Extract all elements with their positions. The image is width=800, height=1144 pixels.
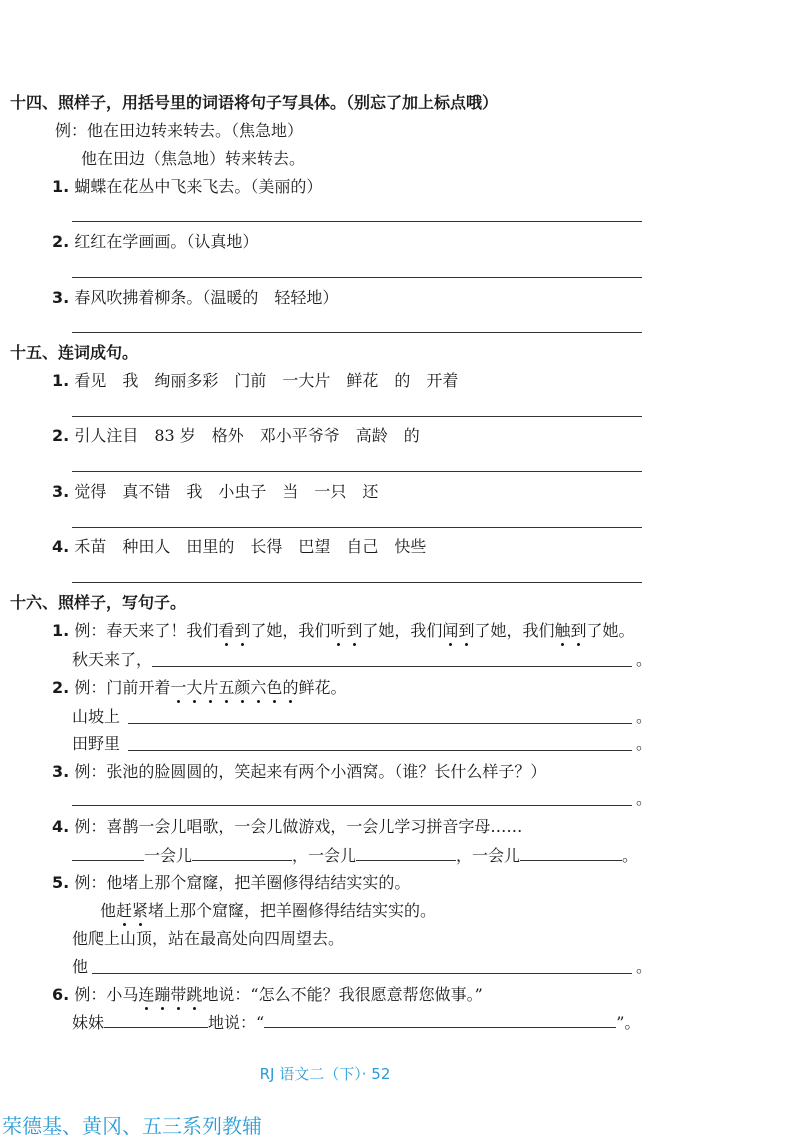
item-text: 看见 我 绚丽多彩 门前 一大片 鲜花 的 开着 <box>74 371 459 390</box>
emphasized-text: 连蹦带跳 <box>138 985 203 1004</box>
section-16-title: 十六、照样子，写句子。 <box>10 593 187 612</box>
period: 。 <box>636 734 653 753</box>
example-text: 他 <box>100 901 117 920</box>
page-footer: RJ 语文二（下）· 52 <box>259 1065 391 1083</box>
blank-field[interactable] <box>104 1011 208 1028</box>
example-text: 例：小马 <box>74 985 139 1004</box>
item-text: 觉得 真不错 我 小虫子 当 一只 还 <box>74 482 379 501</box>
s16-q1-example <box>52 620 635 642</box>
s15-item-4 <box>52 536 426 558</box>
blank-field[interactable] <box>356 844 456 861</box>
answer-line[interactable] <box>72 805 632 806</box>
item-number: 1. <box>52 371 70 390</box>
s16-q2-prompt-2: 田野里 <box>72 734 121 753</box>
item-number: 1. <box>52 621 70 640</box>
item-number: 3. <box>52 482 70 501</box>
item-number: 2. <box>52 232 70 251</box>
period: 。 <box>636 707 653 726</box>
connector-text: ，一会儿 <box>292 846 357 865</box>
connector-text: 一会儿 <box>144 846 193 865</box>
section-14-title: 十四、照样子，用括号里的词语将句子写具体。（别忘了加上标点哦） <box>10 93 499 112</box>
emphasized-text: 赶紧 <box>116 901 149 920</box>
section-14-example-2: 他在田边（焦急地）转来转去。 <box>81 149 306 168</box>
answer-line[interactable] <box>72 527 642 528</box>
answer-line[interactable] <box>72 471 642 472</box>
example-text: 例：张池的脸圆圆的，笑起来有两个小酒窝。（谁？长什么样子？） <box>74 762 547 781</box>
s14-item-2 <box>52 231 258 253</box>
s16-q2-example <box>52 677 346 699</box>
period: 。 <box>636 650 653 669</box>
example-text: 了她，我们 <box>474 621 555 640</box>
example-text: 例：他堵上那个窟窿，把羊圈修得结结实实的。 <box>74 873 411 892</box>
section-15-title: 十五、连词成句。 <box>10 343 139 362</box>
s16-q2-prompt-1: 山坡上 <box>72 707 121 726</box>
item-number: 3. <box>52 288 70 307</box>
item-text: 引人注目 83 岁 格外 邓小平爷爷 高龄 的 <box>74 426 420 445</box>
answer-line[interactable] <box>72 416 642 417</box>
connector-text: ，一会儿 <box>456 846 521 865</box>
answer-line[interactable] <box>72 582 642 583</box>
example-text: 了她，我们 <box>250 621 331 640</box>
prompt-text: 妹妹 <box>72 1013 105 1032</box>
s15-item-2 <box>52 425 420 447</box>
answer-line[interactable] <box>72 221 642 222</box>
item-text: 禾苗 种田人 田里的 长得 巴望 自己 快些 <box>74 537 427 556</box>
example-text: 地说：“怎么不能？我很愿意帮您做事。” <box>202 985 483 1004</box>
item-number: 5. <box>52 873 70 892</box>
emphasis-word <box>330 621 362 640</box>
answer-line[interactable] <box>72 277 642 278</box>
s16-q6-answer-row <box>72 1011 640 1034</box>
blank-field[interactable] <box>520 844 622 861</box>
emphasized-text: 闻到 <box>442 621 475 640</box>
blank-field[interactable] <box>192 844 292 861</box>
emphasized-text: 一大片五颜六色的 <box>170 678 299 697</box>
blank-field[interactable] <box>264 1011 616 1028</box>
item-text: 红红在学画画。（认真地） <box>74 232 259 251</box>
example-text: 例：春天来了！我们 <box>74 621 219 640</box>
emphasized-text: 触到 <box>554 621 587 640</box>
closing-punctuation: ”。 <box>616 1013 641 1032</box>
item-number: 2. <box>52 678 70 697</box>
item-number: 4. <box>52 537 70 556</box>
period: 。 <box>636 789 653 808</box>
s14-item-1 <box>52 176 322 198</box>
answer-line[interactable] <box>128 750 632 751</box>
answer-line[interactable] <box>152 666 632 667</box>
item-text: 蝴蝶在花丛中飞来飞去。（美丽的） <box>74 177 323 196</box>
answer-line[interactable] <box>128 723 632 724</box>
emphasized-text: 看到 <box>218 621 251 640</box>
blank-field[interactable] <box>72 844 144 861</box>
s15-item-1 <box>52 370 458 392</box>
s14-item-3 <box>52 287 338 309</box>
example-text: 例：喜鹊一会儿唱歌，一会儿做游戏，一会儿学习拼音字母…… <box>74 817 523 836</box>
item-number: 2. <box>52 426 70 445</box>
s16-q5-prompt: 他 <box>72 957 89 976</box>
example-text: 例：门前开着 <box>74 678 171 697</box>
example-text: 堵上那个窟窿，把羊圈修得结结实实的。 <box>148 901 437 920</box>
example-text: 鲜花。 <box>298 678 347 697</box>
s16-q4-example <box>52 816 522 838</box>
s15-item-3 <box>52 481 378 503</box>
s16-q1-prompt: 秋天来了， <box>72 650 153 669</box>
s16-q5-example-2 <box>100 900 436 922</box>
example-text: 了她。 <box>586 621 635 640</box>
emphasized-text: 听到 <box>330 621 363 640</box>
section-14-example-1: 例：他在田边转来转去。（焦急地） <box>55 121 304 140</box>
example-text: 了她，我们 <box>362 621 443 640</box>
s16-q4-answer-row <box>72 844 638 867</box>
item-number: 3. <box>52 762 70 781</box>
answer-line[interactable] <box>92 973 632 974</box>
emphasis-word <box>442 621 474 640</box>
item-text: 春风吹拂着柳条。（温暖的 轻轻地） <box>74 288 339 307</box>
s16-q6-example <box>52 984 483 1006</box>
answer-line[interactable] <box>72 332 642 333</box>
emphasis-word <box>218 621 250 640</box>
prompt-text: 地说：“ <box>208 1013 265 1032</box>
item-number: 4. <box>52 817 70 836</box>
item-number: 1. <box>52 177 70 196</box>
emphasis-word <box>554 621 586 640</box>
period: 。 <box>636 957 653 976</box>
item-number: 6. <box>52 985 70 1004</box>
s16-q3-example <box>52 761 546 783</box>
period: 。 <box>622 846 639 865</box>
s16-q5-given: 他爬上山顶，站在最高处向四周望去。 <box>72 929 345 948</box>
brand-text: 荣德基、黄冈、五三系列教辅 <box>2 1114 262 1138</box>
s16-q5-example-1 <box>52 872 410 894</box>
